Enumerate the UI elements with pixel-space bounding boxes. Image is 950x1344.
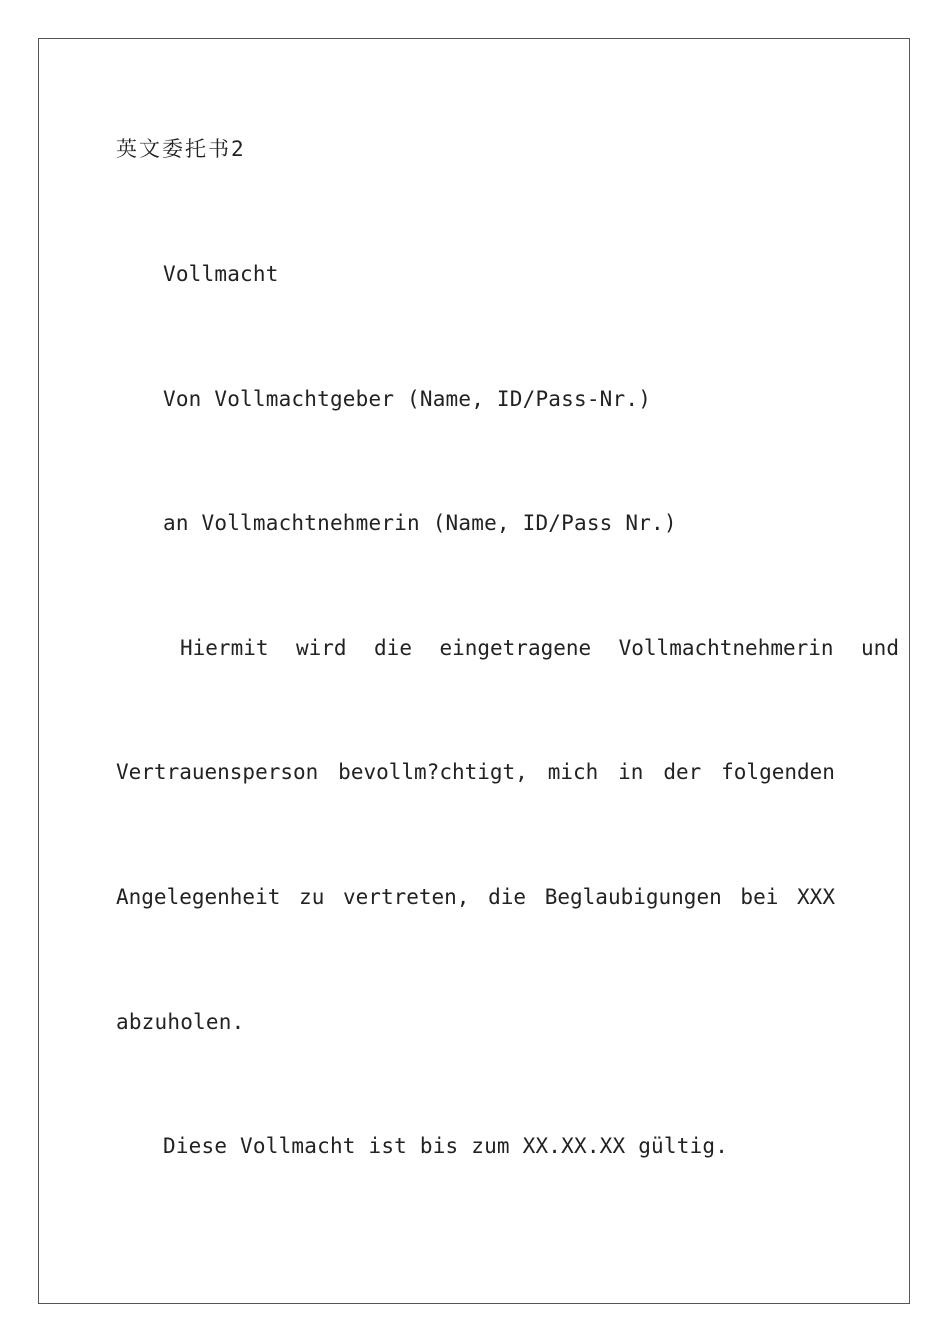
grantee-line: an Vollmachtnehmerin (Name, ID/Pass Nr.) [163,511,677,535]
word: vertreten, [343,885,470,909]
word: Vollmachtnehmerin [618,636,834,660]
word: bei [740,885,779,909]
word: und [861,636,899,660]
document-heading: Vollmacht [163,262,279,286]
grantor-line: Von Vollmachtgeber (Name, ID/Pass-Nr.) [163,387,652,411]
word: die [488,885,527,909]
word: bevollm?chtigt, [338,760,528,784]
paragraph-line-2 [116,758,835,786]
word: Angelegenheit [116,885,281,909]
word: folgenden [721,760,835,784]
word: eingetragene [439,636,592,660]
page-frame [38,38,910,1304]
word: Vertrauensperson [116,760,319,784]
word: in [618,760,644,784]
word: Beglaubigungen [544,885,722,909]
paragraph-line-1 [116,634,899,662]
paragraph-line-4: abzuholen. [116,1010,245,1034]
word: XXX [797,885,835,909]
word: der [663,760,702,784]
word: die [374,636,412,660]
word: Hiermit [180,636,269,660]
word: zu [299,885,325,909]
paragraph-line-3 [116,883,835,911]
word: mich [547,760,599,784]
validity-line: Diese Vollmacht ist bis zum XX.XX.XX gültig. [163,1134,729,1158]
document-title: 英文委托书2 [116,137,246,161]
word: wird [295,636,347,660]
